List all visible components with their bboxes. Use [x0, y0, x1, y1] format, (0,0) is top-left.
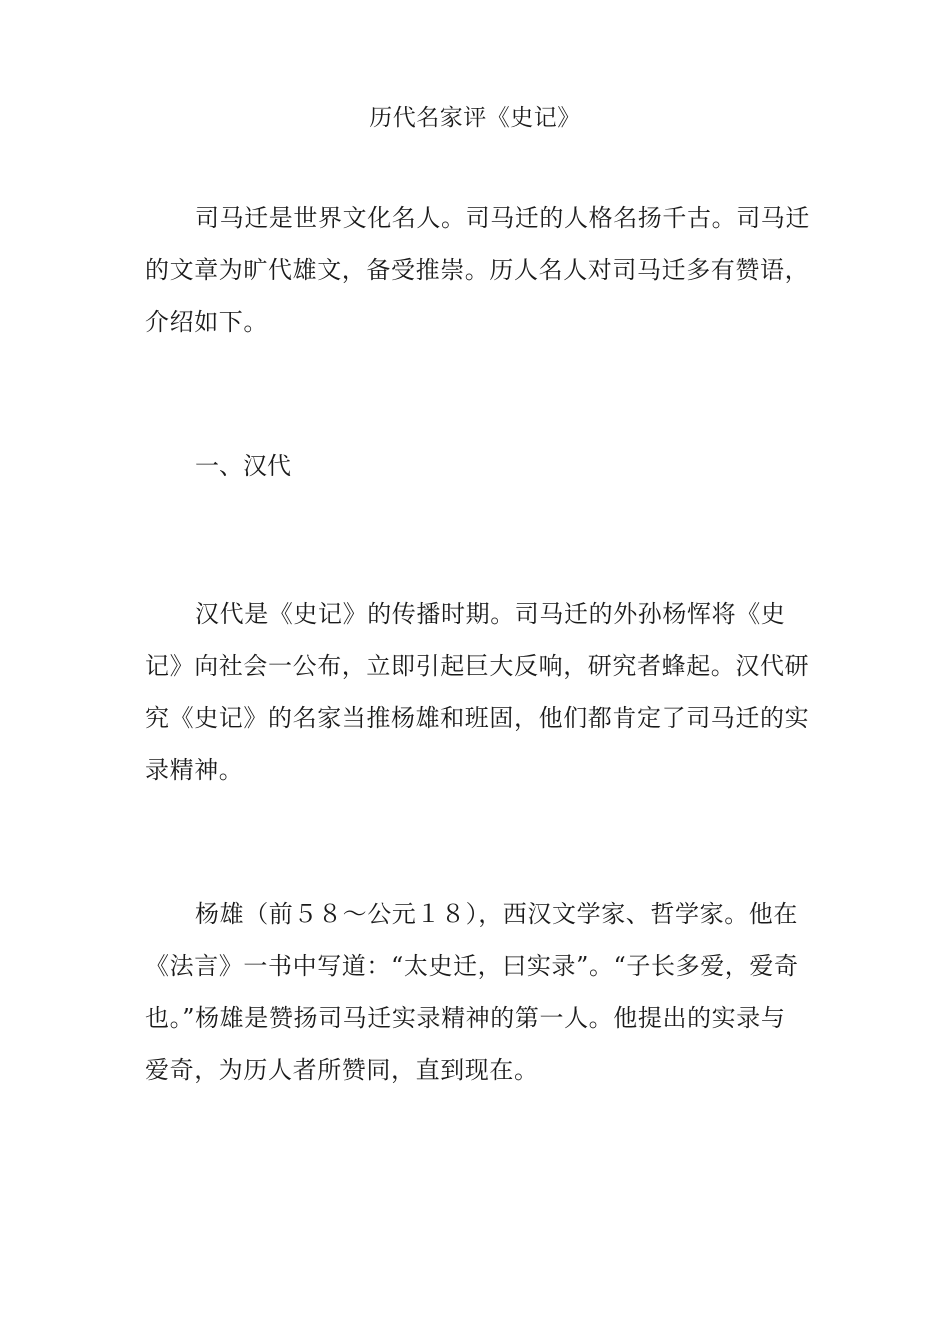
section-heading-han: 一、汉代: [195, 452, 291, 480]
han-dynasty-paragraph: 汉代是《史记》的传播时期。司马迁的外孙杨恽将《史记》向社会一公布，立即引起巨大反响，研究者蜂起。汉代研究《史记》的名家当推杨雄和班固，他们都肯定了司马迁的实录精神。: [145, 600, 810, 784]
yang-xiong-paragraph: 杨雄（前５８～公元１８），西汉文学家、哲学家。他在《法言》一书中写道：“太史迁，曰实录”。“子长多爱，爱奇也。”杨雄是赞扬司马迁实录精神的第一人。他提出的实录与爱奇，为历人者所赞同，直到现在。: [145, 900, 799, 1084]
document-title: 历代名家评《史记》: [369, 105, 581, 131]
intro-paragraph: 司马迁是世界文化名人。司马迁的人格名扬千古。司马迁的文章为旷代雄文，备受推崇。历人名人对司马迁多有赞语，介绍如下。: [145, 204, 810, 336]
